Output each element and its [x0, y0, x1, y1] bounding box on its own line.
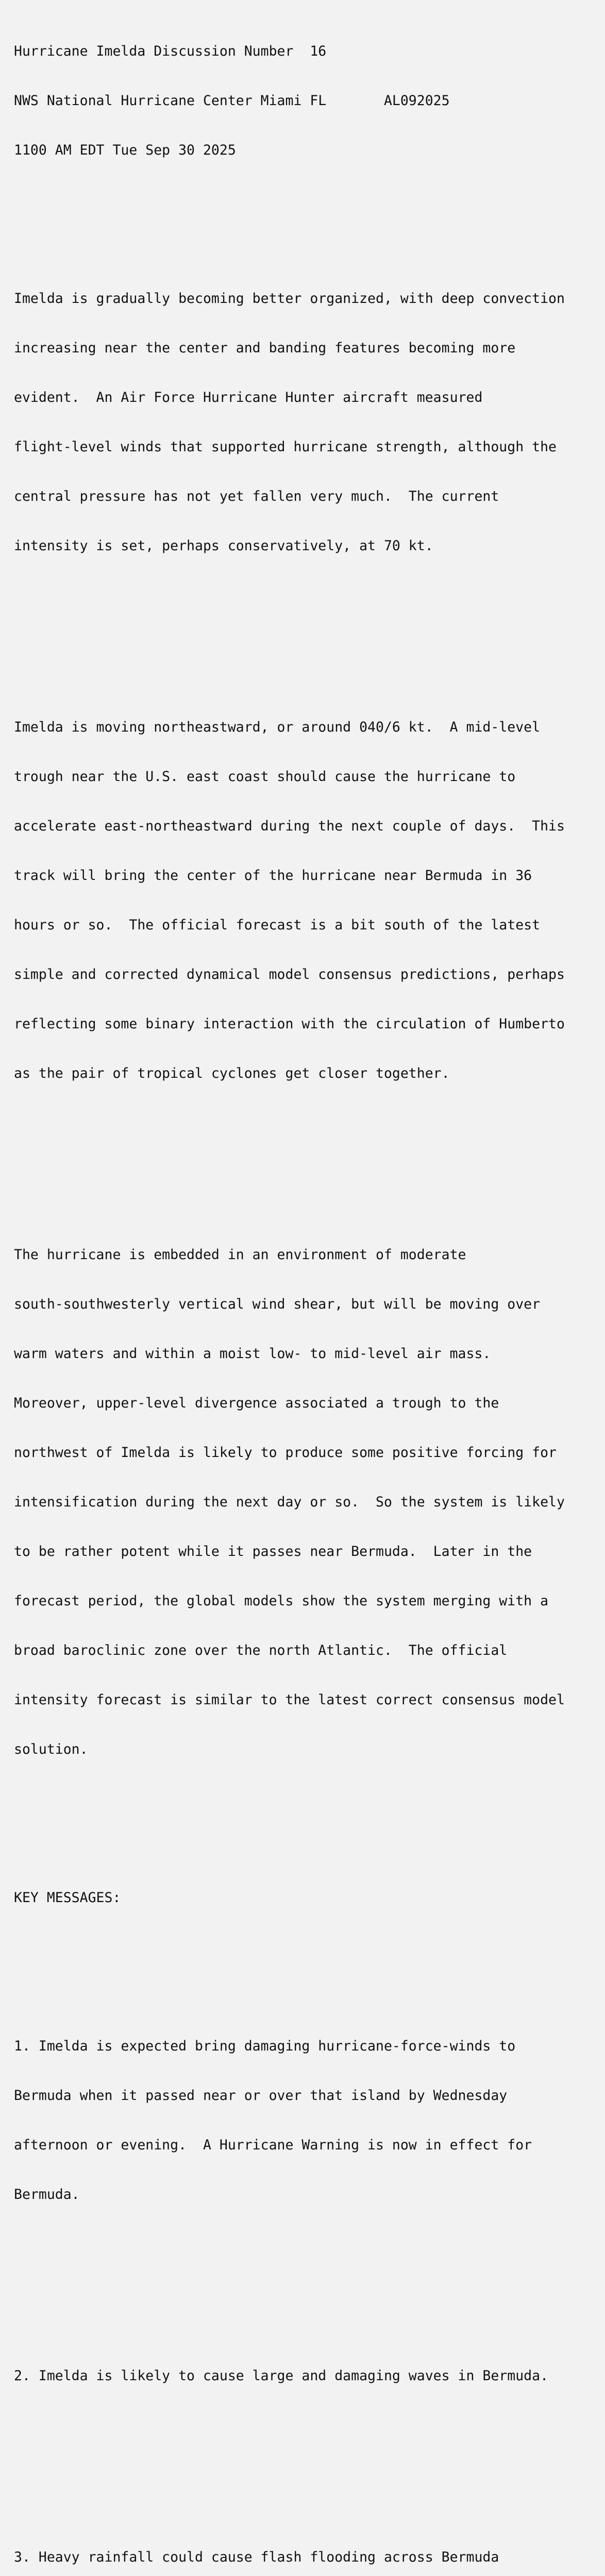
text-line: evident. An Air Force Hurricane Hunter aircraft measured	[14, 389, 483, 405]
text-line: intensity forecast is similar to the latest correct consensus model	[14, 1692, 565, 1708]
blank-line	[14, 192, 605, 208]
text-line: accelerate east-northeastward during the next couple of days. This	[14, 818, 565, 834]
blank-line	[14, 2269, 605, 2285]
paragraph-2	[14, 686, 605, 1115]
key-message-3	[14, 2516, 605, 2576]
text-line: broad baroclinic zone over the north Atlantic. The official	[14, 1642, 508, 1658]
text-line: afternoon or evening. A Hurricane Warning is now in effect for	[14, 2137, 532, 2153]
text-line: intensification during the next day or so. So the system is likely	[14, 1494, 565, 1510]
blank-line	[14, 1824, 605, 1840]
text-line: Imelda is moving northeastward, or around 040/6 kt. A mid-level	[14, 719, 541, 735]
text-line: intensity is set, perhaps conservatively, at 70 kt.	[14, 538, 433, 554]
text-line: 3. Heavy rainfall could cause flash flooding across Bermuda	[14, 2549, 499, 2565]
paragraph-3	[14, 1214, 605, 1791]
text-line: forecast period, the global models show the system merging with a	[14, 1593, 549, 1609]
issue-time: 1100 AM EDT Tue Sep 30 2025	[14, 142, 236, 158]
discussion-title: Hurricane Imelda Discussion Number 16	[14, 43, 327, 59]
text-line: flight-level winds that supported hurricane strength, although the	[14, 439, 557, 455]
paragraph-1	[14, 258, 605, 587]
blank-line	[14, 1939, 605, 1956]
text-line: 2. Imelda is likely to cause large and damaging waves in Bermuda.	[14, 2368, 549, 2384]
text-line: Imelda is gradually becoming better organized, with deep convection	[14, 291, 565, 307]
text-line: Bermuda when it passed near or over that island by Wednesday	[14, 2088, 508, 2104]
blank-line	[14, 620, 605, 637]
text-line: increasing near the center and banding features becoming more	[14, 340, 516, 356]
key-messages-heading: KEY MESSAGES:	[14, 1890, 121, 1906]
text-line: Bermuda.	[14, 2187, 80, 2202]
text-line: central pressure has not yet fallen very much. The current	[14, 488, 499, 504]
text-line: to be rather potent while it passes near Bermuda. Later in the	[14, 1544, 532, 1560]
text-line: south-southwesterly vertical wind shear, but will be moving over	[14, 1296, 541, 1312]
text-line: warm waters and within a moist low- to mid-level air mass.	[14, 1346, 491, 1362]
text-line: track will bring the center of the hurricane near Bermuda in 36	[14, 868, 532, 884]
blank-line	[14, 1148, 605, 1164]
blank-line	[14, 2450, 605, 2467]
text-line: as the pair of tropical cyclones get closer together.	[14, 1065, 450, 1081]
text-line: reflecting some binary interaction with the circulation of Humberto	[14, 1016, 565, 1032]
key-message-1	[14, 2005, 605, 2236]
text-line: Moreover, upper-level divergence associated a trough to the	[14, 1395, 499, 1411]
issuing-office: NWS National Hurricane Center Miami FL AL092025	[14, 93, 450, 109]
text-line: northwest of Imelda is likely to produce some positive forcing for	[14, 1445, 557, 1461]
text-line: hours or so. The official forecast is a bit south of the latest	[14, 917, 541, 933]
text-line: simple and corrected dynamical model consensus predictions, perhaps	[14, 967, 565, 982]
text-line: solution.	[14, 1741, 88, 1757]
text-line: 1. Imelda is expected bring damaging hurricane-force-winds to	[14, 2038, 516, 2054]
text-line: trough near the U.S. east coast should cause the hurricane to	[14, 769, 516, 785]
key-message-2	[14, 2335, 605, 2417]
text-line: The hurricane is embedded in an environment of moderate	[14, 1247, 466, 1263]
